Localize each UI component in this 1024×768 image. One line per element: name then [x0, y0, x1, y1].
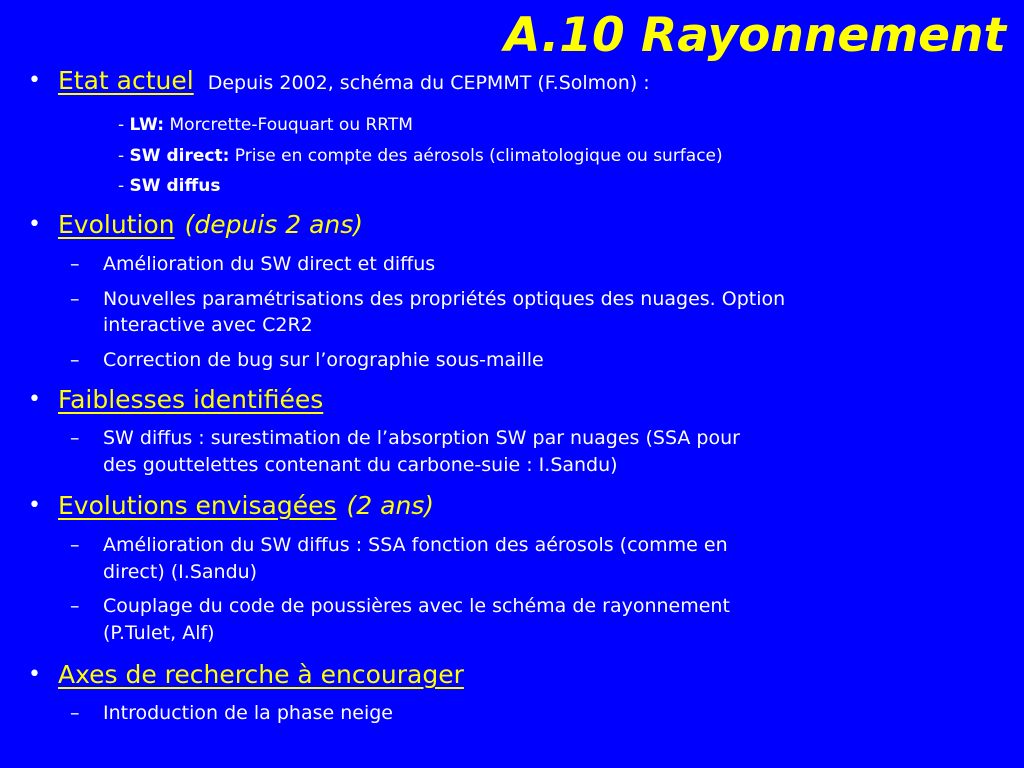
- sub-item-label: SW diffus: [129, 176, 221, 196]
- sub-item-label: SW direct:: [129, 146, 230, 166]
- slide-title: A.10 Rayonnement: [504, 8, 1006, 63]
- section-heading: Faiblesses identifiées: [58, 385, 324, 414]
- sub-item-text: Morcrette-Fouquart ou RRTM: [164, 115, 413, 135]
- list-item-continuation: interactive avec C2R2: [103, 314, 313, 336]
- list-item: Correction de bug sur l’orographie sous-maille: [103, 349, 544, 371]
- list-item: SW diffus : surestimation de l’absorption SW par nuages (SSA pour: [103, 427, 740, 449]
- section-heading: Evolution: [58, 210, 175, 239]
- list-item: Introduction de la phase neige: [103, 702, 393, 724]
- sub-item-prefix: -: [118, 146, 130, 166]
- bullet-dot: •: [28, 662, 41, 687]
- section-evolution: [58, 210, 363, 240]
- section-paren: (depuis 2 ans): [184, 210, 364, 239]
- section-description: Depuis 2002, schéma du CEPMMT (F.Solmon) :: [207, 72, 650, 94]
- section-axes: [58, 660, 464, 690]
- list-item: Nouvelles paramétrisations des propriétés optiques des nuages. Option: [103, 288, 786, 310]
- section-heading: Evolutions envisagées: [58, 491, 337, 520]
- sub-item-sw-direct: [118, 145, 723, 167]
- section-evolutions-envisagees: [58, 491, 434, 521]
- section-faiblesses: [58, 385, 323, 415]
- sub-item-prefix: -: [118, 115, 130, 135]
- bullet-dot: •: [28, 68, 41, 93]
- sub-item-sw-diffus: [118, 175, 220, 197]
- sub-item-lw: [118, 114, 413, 136]
- list-item-continuation: (P.Tulet, Alf): [103, 622, 215, 644]
- sub-item-text: Prise en compte des aérosols (climatologique ou surface): [229, 146, 723, 166]
- dash-marker: –: [70, 349, 80, 371]
- section-heading: Etat actuel: [58, 66, 194, 95]
- bullet-dot: •: [28, 212, 41, 237]
- dash-marker: –: [70, 427, 80, 449]
- list-item-continuation: des gouttelettes contenant du carbone-suie : I.Sandu): [103, 454, 618, 476]
- sub-item-prefix: -: [118, 176, 130, 196]
- dash-marker: –: [70, 288, 80, 310]
- dash-marker: –: [70, 534, 80, 556]
- list-item: Amélioration du SW diffus : SSA fonction des aérosols (comme en: [103, 534, 728, 556]
- dash-marker: –: [70, 595, 80, 617]
- section-heading: Axes de recherche à encourager: [58, 660, 464, 689]
- bullet-dot: •: [28, 493, 41, 518]
- dash-marker: –: [70, 253, 80, 275]
- dash-marker: –: [70, 702, 80, 724]
- list-item-continuation: direct) (I.Sandu): [103, 561, 258, 583]
- list-item: Couplage du code de poussières avec le schéma de rayonnement: [103, 595, 730, 617]
- section-etat-actuel: [58, 66, 650, 98]
- section-paren: (2 ans): [346, 491, 435, 520]
- list-item: Amélioration du SW direct et diffus: [103, 253, 436, 275]
- bullet-dot: •: [28, 387, 41, 412]
- sub-item-label: LW:: [129, 115, 165, 135]
